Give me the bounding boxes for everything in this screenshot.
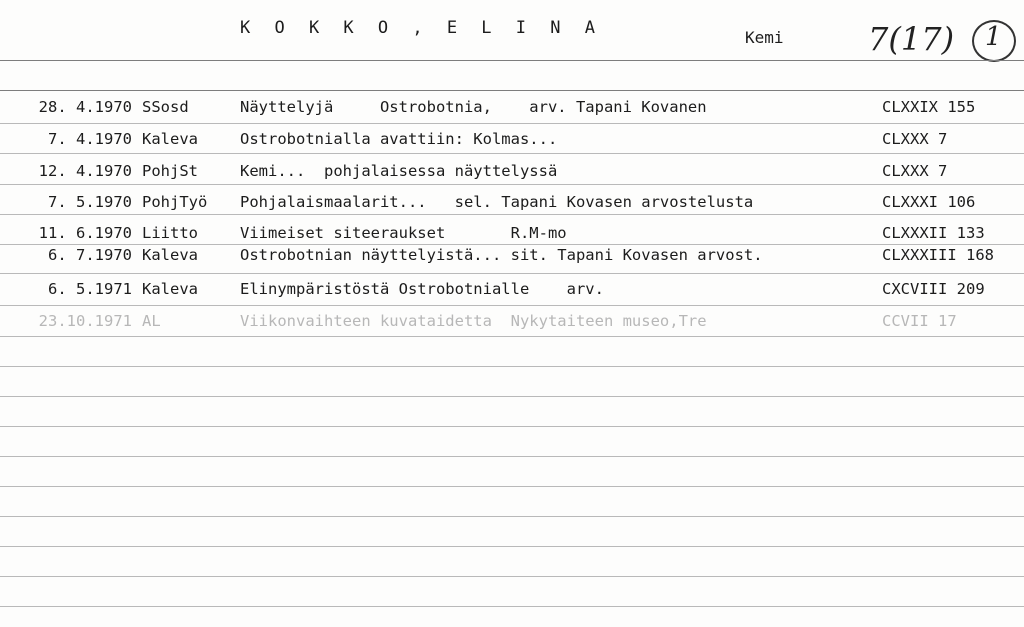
entry-reference: CLXXXIII 168	[882, 246, 994, 264]
entry-reference: CCVII 17	[882, 312, 957, 330]
entry-source: PohjTyö	[142, 193, 208, 211]
entry-date: 28. 4.1970	[38, 98, 132, 116]
entry-row	[0, 130, 1024, 154]
entry-reference: CXCVIII 209	[882, 280, 985, 298]
entry-title: Kemi... pohjalaisessa näyttelyssä	[240, 162, 558, 180]
ruled-line	[0, 396, 1024, 397]
entry-row	[0, 280, 1024, 304]
entry-reference: CLXXIX 155	[882, 98, 976, 116]
entry-row	[0, 193, 1024, 217]
entry-date: 23.10.1971	[38, 312, 132, 330]
entry-title: Viikonvaihteen kuvataidetta Nykytaiteen museo,Tre	[240, 312, 707, 330]
entry-date: 6. 7.1970	[48, 246, 132, 264]
entry-source: PohjSt	[142, 162, 198, 180]
ruled-line	[0, 576, 1024, 577]
ruled-line	[0, 336, 1024, 337]
ruled-line	[0, 305, 1024, 306]
entry-source: Kaleva	[142, 280, 198, 298]
entry-date: 11. 6.1970	[38, 224, 132, 242]
card-title-name: K O K K O , E L I N A	[240, 18, 602, 38]
entry-source: Kaleva	[142, 246, 198, 264]
ruled-line	[0, 366, 1024, 367]
entry-date: 12. 4.1970	[38, 162, 132, 180]
circled-number: 1	[985, 22, 1002, 52]
entry-row-faded	[0, 312, 1024, 336]
entry-reference: CLXXX 7	[882, 162, 948, 180]
entry-source: SSosd	[142, 98, 189, 116]
entry-date: 6. 5.1971	[48, 280, 132, 298]
entry-reference: CLXXXII 133	[882, 224, 985, 242]
ruled-line	[0, 546, 1024, 547]
card-number-handwritten: 7(17)	[868, 20, 955, 58]
entry-title: Pohjalaismaalarit... sel. Tapani Kovasen arvostelusta	[240, 193, 754, 211]
entry-row	[0, 224, 1024, 248]
entry-reference: CLXXX 7	[882, 130, 948, 148]
ruled-line	[0, 426, 1024, 427]
entry-title: Ostrobotnian näyttelyistä... sit. Tapani Kovasen arvost.	[240, 246, 763, 264]
entry-date: 7. 4.1970	[48, 130, 132, 148]
entry-source: Liitto	[142, 224, 198, 242]
ruled-line	[0, 60, 1024, 61]
ruled-line	[0, 486, 1024, 487]
ruled-line	[0, 516, 1024, 517]
entry-date: 7. 5.1970	[48, 193, 132, 211]
ruled-line	[0, 90, 1024, 91]
entry-row	[0, 162, 1024, 186]
entry-title: Elinympäristöstä Ostrobotnialle arv.	[240, 280, 604, 298]
entry-title: Viimeiset siteeraukset R.M-mo	[240, 224, 567, 242]
entry-source: AL	[142, 312, 161, 330]
entry-source: Kaleva	[142, 130, 198, 148]
entry-row	[0, 98, 1024, 122]
ruled-line	[0, 273, 1024, 274]
entry-reference: CLXXXI 106	[882, 193, 976, 211]
entry-title: Ostrobotnialla avattiin: Kolmas...	[240, 130, 558, 148]
entry-title: Näyttelyjä Ostrobotnia, arv. Tapani Kovanen	[240, 98, 707, 116]
ruled-line	[0, 123, 1024, 124]
entry-row	[0, 246, 1024, 270]
ruled-line	[0, 606, 1024, 607]
ruled-line	[0, 456, 1024, 457]
card-place: Kemi	[745, 28, 784, 47]
